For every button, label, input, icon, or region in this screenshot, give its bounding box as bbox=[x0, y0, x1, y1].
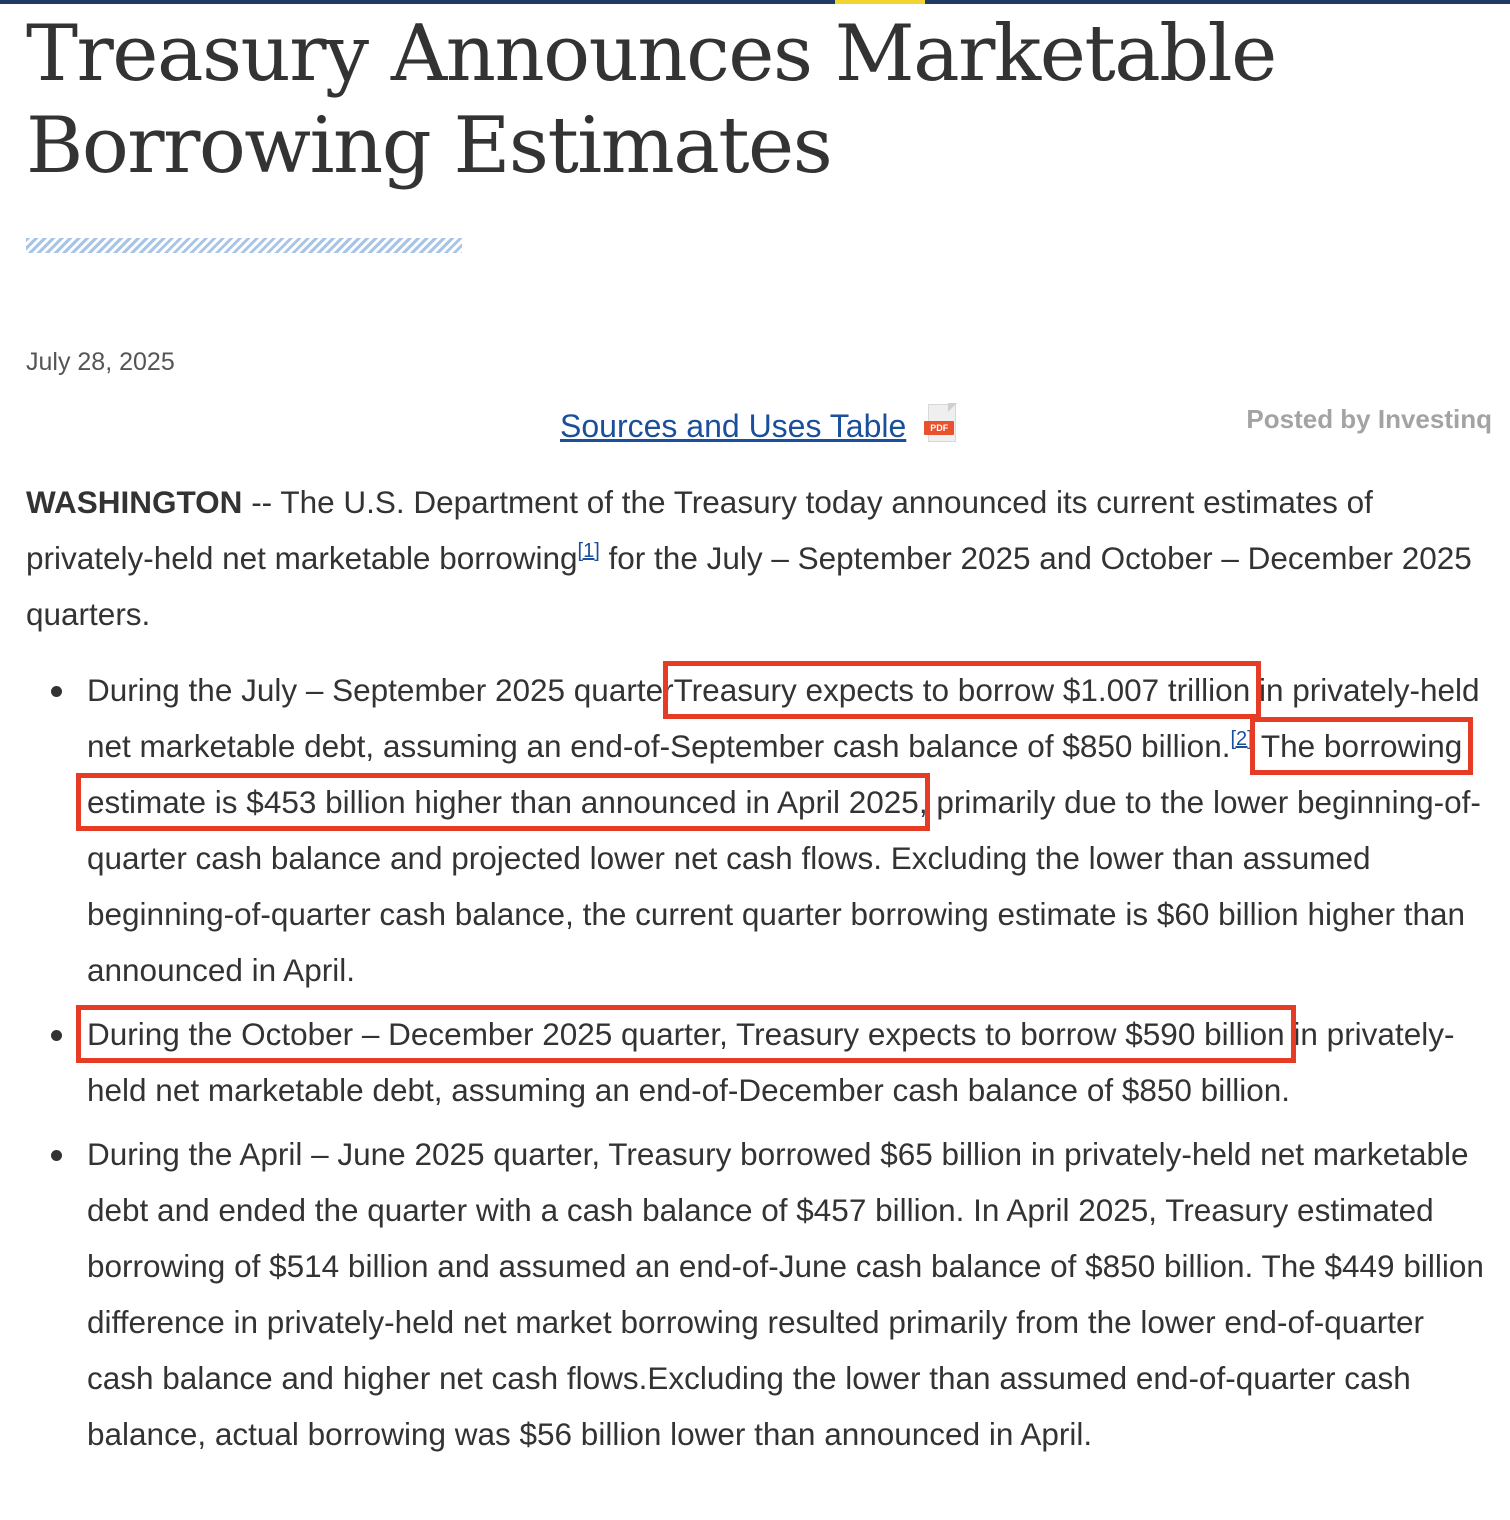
sources-row bbox=[560, 404, 960, 448]
pdf-file-icon[interactable] bbox=[924, 404, 960, 444]
b1-post: in privately-held net marketable debt, assuming an end-of-September cash balance of $850 billion. bbox=[87, 672, 1480, 764]
highlight-590-billion: During the October – December 2025 quarter, Treasury expects to borrow $590 billion bbox=[87, 1016, 1285, 1052]
b1-tail: , primarily due to the lower beginning-of-quarter cash balance and projected lower net cash flows. Excluding the lower than assumed beginning-of-quarter cash balance, the current quarter borrowing estimate is $60 billion higher than announced in April. bbox=[87, 784, 1481, 988]
footnote-1-link[interactable]: [1] bbox=[577, 540, 600, 562]
top-accent-bar bbox=[835, 0, 925, 4]
footnote-2-link[interactable]: [2] bbox=[1230, 728, 1253, 750]
publish-date: July 28, 2025 bbox=[26, 348, 175, 376]
page-title bbox=[26, 8, 1426, 192]
b1-pre: During the July – September 2025 quarter bbox=[87, 672, 674, 708]
pdf-page-fold bbox=[948, 403, 957, 412]
highlight-1-007-trillion: Treasury expects to borrow $1.007 trillion bbox=[673, 672, 1251, 708]
pdf-badge: PDF bbox=[924, 421, 954, 435]
intro-text-a: -- The U.S. Department of the Treasury today announced its current estimates of privately-held net marketable borrowing bbox=[26, 484, 1373, 576]
estimates-list bbox=[26, 662, 1496, 1462]
footnote-2 bbox=[1230, 728, 1252, 750]
posted-by-watermark: Posted by Investinq bbox=[1246, 404, 1492, 434]
title-line-1: Treasury Announces Marketable bbox=[26, 9, 1276, 99]
title-underline-hatch bbox=[26, 238, 462, 253]
intro-paragraph bbox=[26, 474, 1496, 642]
highlight-453-billion-higher: The borrowing estimate is $453 billion higher than announced in April 2025 bbox=[87, 728, 1463, 820]
list-item-apr-jun bbox=[87, 1126, 1496, 1462]
b3-text: During the April – June 2025 quarter, Treasury borrowed $65 billion in privately-held net marketable debt and ended the quarter with a cash balance of $457 billion. In April 2025, Treasury estimated borrowing of $514 billion and assumed an end-of-June cash balance of $850 billion. The $449 billion difference in privately-held net market borrowing resulted primarily from the lower end-of-quarter cash balance and higher net cash flows.Excluding the lower than assumed end-of-quarter cash balance, actual borrowing was $56 billion lower than announced in April. bbox=[87, 1136, 1484, 1452]
list-item-oct-dec bbox=[87, 1006, 1496, 1118]
b2-post: in privately-held net marketable debt, assuming an end-of-December cash balance of $850 billion. bbox=[87, 1016, 1455, 1108]
sources-and-uses-link[interactable]: Sources and Uses Table bbox=[560, 407, 907, 444]
footnote-1 bbox=[578, 540, 600, 562]
article-body bbox=[26, 474, 1496, 1470]
list-item-jul-sep bbox=[87, 662, 1496, 998]
top-navy-bar bbox=[0, 0, 1510, 4]
intro-text-b: for the July – September 2025 and October – December 2025 quarters. bbox=[26, 540, 1472, 632]
dateline: WASHINGTON bbox=[26, 484, 243, 520]
title-line-2: Borrowing Estimates bbox=[26, 101, 832, 191]
